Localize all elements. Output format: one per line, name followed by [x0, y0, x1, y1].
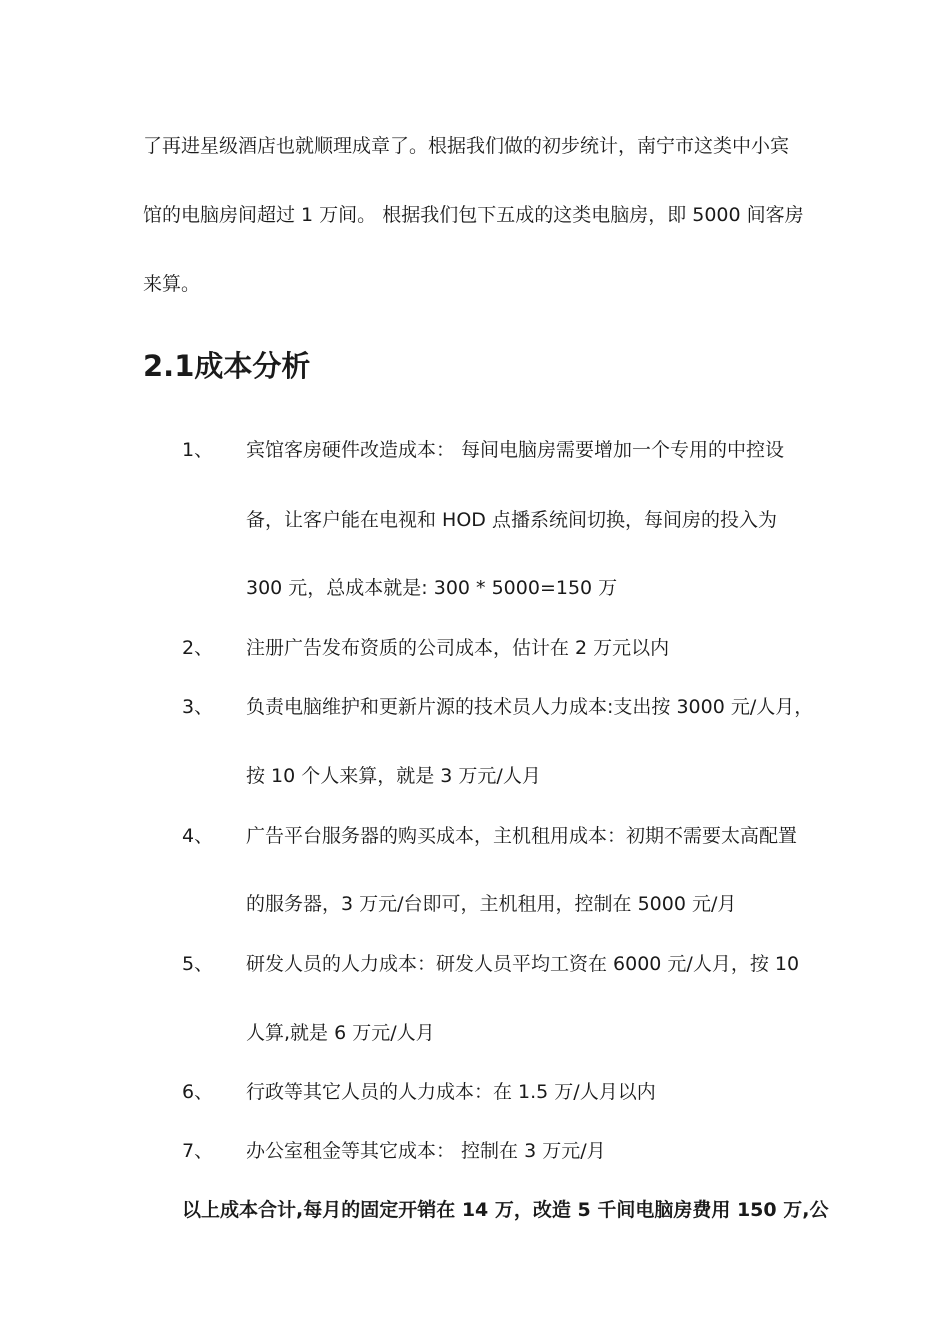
list-item-text: 宾馆客房硬件改造成本： 每间电脑房需要增加一个专用的中控设 [246, 439, 785, 461]
list-item-number: 2、 [182, 637, 214, 659]
list-item-text: 行政等其它人员的人力成本：在 1.5 万/人月以内 [246, 1081, 656, 1103]
section-heading: 2.1成本分析 [143, 349, 311, 383]
list-item-number: 1、 [182, 439, 214, 461]
list-item-text: 的服务器，3 万元/台即可，主机租用，控制在 5000 元/月 [246, 893, 737, 915]
list-item-number: 5、 [182, 953, 214, 975]
list-item-text: 广告平台服务器的购买成本，主机租用成本：初期不需要太高配置 [246, 825, 798, 847]
list-item-text: 负责电脑维护和更新片源的技术员人力成本:支出按 3000 元/人月， [246, 696, 814, 718]
list-item-text: 300 元，总成本就是: 300 * 5000=150 万 [246, 577, 618, 599]
list-item-text: 办公室租金等其它成本： 控制在 3 万元/月 [246, 1140, 606, 1162]
list-item-text: 研发人员的人力成本：研发人员平均工资在 6000 元/人月，按 10 [246, 953, 800, 975]
list-item-number: 7、 [182, 1140, 214, 1162]
list-item-number: 4、 [182, 825, 214, 847]
intro-line-2: 馆的电脑房间超过 1 万间。 根据我们包下五成的这类电脑房，即 5000 间客房 [143, 204, 804, 226]
summary-text: 以上成本合计,每月的固定开销在 14 万，改造 5 千间电脑房费用 150 万,公 [182, 1199, 829, 1221]
list-item-text: 备，让客户能在电视和 HOD 点播系统间切换，每间房的投入为 [246, 509, 777, 531]
intro-line-1: 了再进星级酒店也就顺理成章了。根据我们做的初步统计，南宁市这类中小宾 [143, 135, 790, 157]
intro-line-3: 来算。 [143, 273, 201, 295]
list-item-text: 按 10 个人来算，就是 3 万元/人月 [246, 765, 541, 787]
list-item-number: 6、 [182, 1081, 214, 1103]
list-item-text: 人算,就是 6 万元/人月 [246, 1022, 435, 1044]
list-item-number: 3、 [182, 696, 214, 718]
list-item-text: 注册广告发布资质的公司成本，估计在 2 万元以内 [246, 637, 670, 659]
